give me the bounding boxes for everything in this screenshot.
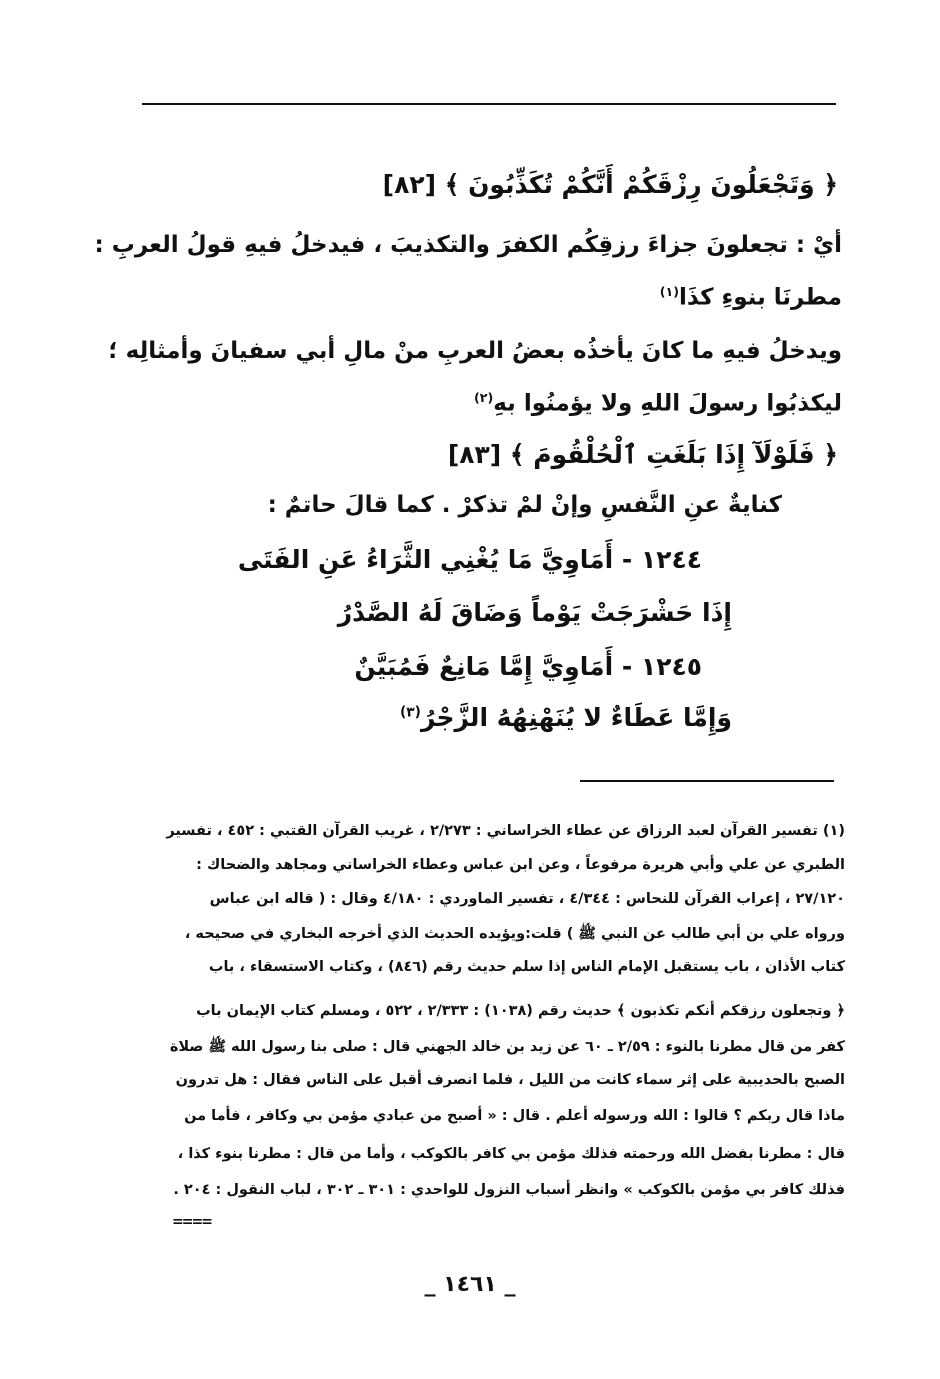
footnote-line: ٢٧/١٢٠ ، إعراب القرآن للنحاس : ٤/٣٤٤ ، تفسير الماوردي : ٤/١٨٠ وقال : ( قاله ابن عباس xyxy=(209,891,845,907)
page-number: _ ١٤٦١ _ xyxy=(424,1272,516,1297)
quran-verse-82: ﴿ وَتَجْعَلُونَ رِزْقَكُمْ أَنَّكُمْ تُكَذِّبُونَ ﴾ [٨٢] xyxy=(382,170,838,199)
para3: كنايةٌ عنِ النَّفسِ وإنْ لمْ تذكرْ . كما قالَ حاتمٌ : xyxy=(267,492,782,518)
poem-1245-first-hemistich: ١٢٤٥ - أَمَاوِيَّ إِمَّا مَانِعٌ فَمُبَيَّنٌ xyxy=(354,652,702,681)
poem-1245-second-hemistich xyxy=(400,703,732,732)
footnote-line: الصبح بالحديبية على إثر سماء كانت من الليل ، فلما انصرف أقبل على الناس فقال : هل تدرون xyxy=(175,1072,845,1088)
footnote-line: ورواه علي بن أبي طالب عن النبي ﷺ ) قلت:ويؤيده الحديث الذي أخرجه البخاري في صحيحه ، xyxy=(184,926,845,942)
para2-line1: ويدخلُ فيهِ ما كانَ يأخذُه بعضُ العربِ منْ مالِ أبي سفيانَ وأمثالِه ؛ xyxy=(108,338,842,364)
poem-1245-second-text: وَإِمَّا عَطَاءٌ لا يُنَهْنِهُهُ الزَّجْرُ xyxy=(420,703,732,732)
footnote-separator xyxy=(580,780,834,782)
footnote-line: ماذا قال ربكم ؟ قالوا : الله ورسوله أعلم . قال : « أصبح من عبادي مؤمن بي وكافر ، فأما من xyxy=(184,1108,845,1124)
footnote-line: كتاب الأذان ، باب يستقبل الإمام الناس إذا سلم حديث رقم (٨٤٦) ، وكتاب الاستسقاء ، باب xyxy=(208,959,845,975)
quran-verse-83: ﴿ فَلَوْلَآ إِذَا بَلَغَتِ ٱلْحُلْقُومَ ﴾ [٨٣] xyxy=(447,440,838,469)
para2-line2-text: ليكذبُوا رسولَ اللهِ ولا يؤمنُوا بهِ xyxy=(493,390,842,417)
footnote-ref-3: (٣) xyxy=(399,704,421,721)
para1-line2-text: مطرنَا بنوءِ كذَا xyxy=(679,284,842,311)
footnote-ref-2: (٢) xyxy=(473,390,494,405)
para1-line1: أيْ : تجعلونَ جزاءَ رزقِكُم الكفرَ والتكذيبَ ، فيدخلُ فيهِ قولُ العربِ : xyxy=(94,232,842,258)
footnote-line: (١) تفسير القرآن لعبد الرزاق عن عطاء الخراساني : ٢/٢٧٣ ، غريب القرآن القتبي : ٤٥٢ ، تفسير xyxy=(166,823,845,839)
poem-1244-first-hemistich: ١٢٤٤ - أَمَاوِيَّ مَا يُغْنِي الثَّرَاءُ عَنِ الفَتَى xyxy=(237,545,702,574)
footnote-line: فذلك كافر بي مؤمن بالكوكب » وانظر أسباب النزول للواحدي : ٣٠١ ـ ٣٠٢ ، لباب النقول : ٢٠٤ . xyxy=(173,1182,845,1198)
para2-line2 xyxy=(474,390,842,417)
footnote-end-mark: ==== xyxy=(172,1214,211,1230)
poem-1244-second-hemistich: إِذَا حَشْرَجَتْ يَوْماً وَضَاقَ لَهُ الصَّدْرُ xyxy=(337,598,732,627)
footnote-ref-1: (١) xyxy=(659,284,679,299)
header-rule xyxy=(142,103,836,105)
footnote-line: ﴿ وتجعلون رزقكم أنكم تكذبون ﴾ حديث رقم (١٠٣٨) : ٢/٣٣٣ ، ٥٢٢ ، ومسلم كتاب الإيمان باب xyxy=(196,1003,845,1019)
footnote-line: الطبري عن علي وأبي هريرة مرفوعاً ، وعن ابن عباس وعطاء الخراساني ومجاهد والضحاك : xyxy=(196,857,845,873)
footnote-line: قال : مطرنا بفضل الله ورحمته فذلك مؤمن بي كافر بالكوكب ، وأما من قال : مطرنا بنوء كذا ، xyxy=(177,1146,845,1162)
footnote-line: كفر من قال مطرنا بالنوء : ٢/٥٩ ـ ٦٠ عن زيد بن خالد الجهني قال : صلى بنا رسول الله ﷺ صلاة xyxy=(169,1039,845,1055)
para1-line2 xyxy=(660,284,842,311)
